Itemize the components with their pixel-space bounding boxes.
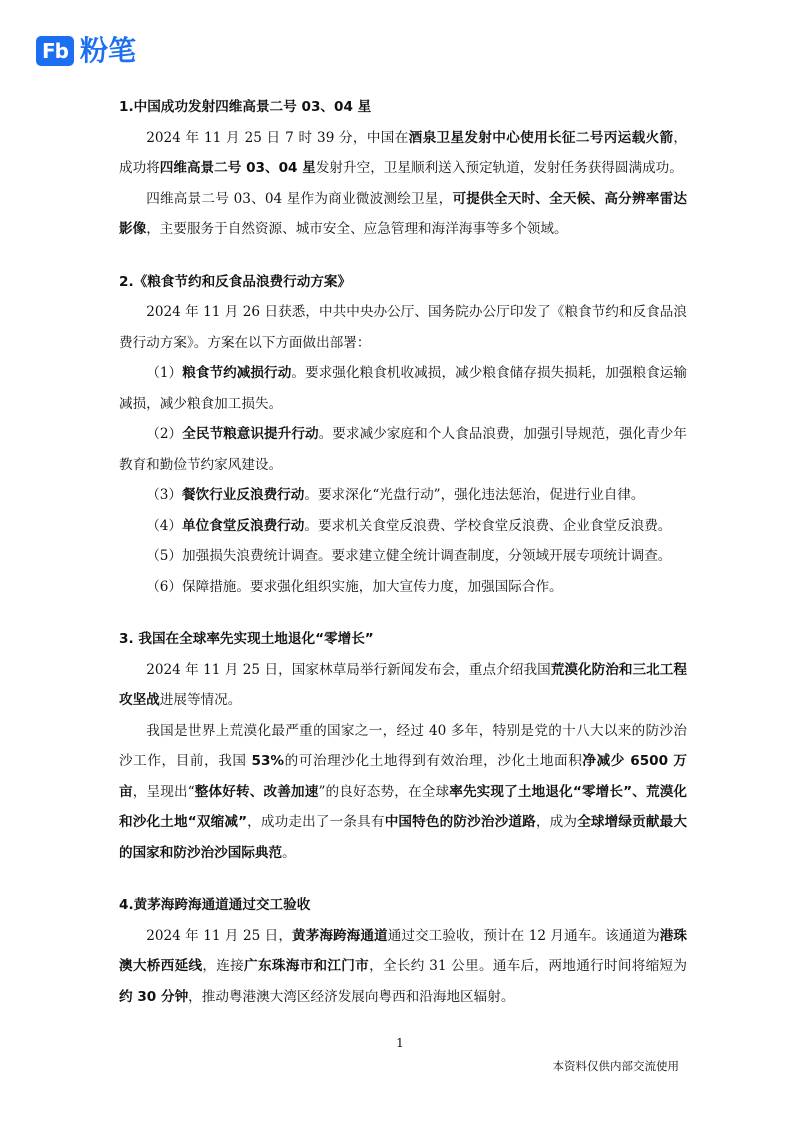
text-run: 。要求机关食堂反浪费、学校食堂反浪费、企业食堂反浪费。 [304, 517, 672, 534]
bold-text: 全球增绿贡献最大的国家和防沙治沙国际典范 [119, 814, 688, 861]
bold-text: 黄茅海跨海通道 [292, 927, 388, 944]
section-title: 4.黄茅海跨海通道通过交工验收 [119, 897, 311, 913]
brand-name: 粉笔 [80, 34, 137, 67]
text-run: （5）加强损失浪费统计调查。要求建立健全统计调查制度，分领域开展专项统计调查。 [146, 548, 672, 564]
paragraph [119, 358, 687, 419]
bold-text: 单位食堂反浪费行动 [182, 517, 305, 534]
text-run: 的可治理沙化土地得到有效治理，沙化土地面积 [284, 753, 583, 769]
paragraph [119, 419, 687, 480]
paragraph [119, 541, 687, 572]
text-run: 我国是世界上荒漠化最严重的国家之一，经过 40 多年，特别是党的十八大以来的防沙治沙工作，目前，我国 [119, 722, 687, 769]
paragraph [119, 921, 687, 1013]
text-run: 。要求减少家庭和个人食品浪费，加强引导规范，强化青少年教育和勤俭节约家风建设。 [119, 426, 688, 473]
bold-text: 整体好转、改善加速 [194, 783, 319, 800]
news-section [119, 890, 687, 1012]
document-body [119, 92, 687, 1034]
fenbi-logo-icon: Fb [36, 36, 74, 66]
paragraph [119, 480, 687, 511]
section-title: 2.《粮食节约和反食品浪费行动方案》 [119, 273, 352, 290]
news-section [119, 624, 687, 868]
paragraph [119, 184, 687, 245]
text-run: ，推动粤港澳大湾区经济发展向粤西和沿海地区辐射。 [188, 988, 515, 1005]
section-title: 1.中国成功发射四维高景二号 03、04 星 [119, 99, 372, 115]
text-run: ，主要服务于自然资源、城市安全、应急管理和海洋海事等多个领域。 [146, 221, 568, 237]
paragraph [119, 572, 687, 603]
paragraph [119, 511, 687, 542]
text-run: （1） [146, 365, 183, 381]
bold-text: 率先实现了土地退化“零增长”、荒漠化和沙化土地“双缩减” [119, 783, 688, 830]
bold-text: 粮食节约减损行动 [182, 365, 292, 381]
bold-text: 约 30 分钟 [119, 988, 189, 1005]
footer-note: 本资料仅供内部交流使用 [552, 1059, 679, 1073]
text-run: ，呈现出“ [132, 783, 195, 800]
text-run: 2024 年 11 月 25 日，国家林草局举行新闻发布会，重点介绍我国 [146, 661, 551, 678]
bold-text: 全民节粮意识提升行动 [182, 426, 319, 442]
section-title: 3. 我国在全球率先实现土地退化“零增长” [119, 631, 374, 647]
bold-text: 53% [251, 753, 285, 769]
text-run: 通过交工验收，预计在 12 月通车。该通道为 [387, 927, 660, 944]
text-run: （4） [146, 517, 183, 534]
text-run: 四维高景二号 03、04 星作为商业微波测绘卫星， [146, 190, 453, 207]
paragraph [119, 716, 687, 869]
text-run: 。 [282, 844, 296, 861]
paragraph [119, 655, 687, 716]
text-run: 发射升空，卫星顺利送入预定轨道，发射任务获得圆满成功。 [315, 160, 683, 176]
bold-text: 中国特色的防沙治沙道路 [384, 814, 536, 830]
text-run: ，成功将 [119, 129, 687, 176]
page-number: 1 [396, 1036, 404, 1050]
text-run: 2024 年 11 月 26 日获悉，中共中央办公厅、国务院办公厅印发了《粮食节约和反食品浪费行动方案》。方案在以下方面做出部署： [119, 304, 687, 351]
text-run: ，成功走出了一条具有 [247, 814, 385, 830]
text-run: ，成为 [535, 814, 578, 830]
news-section [119, 92, 687, 245]
bold-text: 餐饮行业反浪费行动 [182, 487, 305, 503]
text-run: ，连接 [202, 958, 245, 974]
paragraph [119, 123, 687, 184]
bold-text: 酒泉卫星发射中心使用长征二号丙运载火箭 [408, 129, 674, 146]
paragraph [119, 297, 687, 358]
news-section [119, 267, 687, 603]
text-run: 2024 年 11 月 25 日， [146, 927, 293, 944]
bold-text: 广东珠海市和江门市 [244, 958, 370, 974]
text-run: ，全长约 31 公里。通车后，两地通行时间将缩短为 [369, 958, 688, 974]
bold-text: 净减少 6500 万亩 [119, 753, 687, 800]
text-run: （2） [146, 426, 183, 442]
bold-text: 荒漠化防治和三北工程攻坚战 [119, 661, 688, 708]
bold-text: 四维高景二号 03、04 星 [159, 160, 316, 176]
bold-text: 港珠澳大桥西延线 [119, 927, 688, 974]
text-run: （6）保障措施。要求强化组织实施，加大宣传力度，加强国际合作。 [146, 578, 563, 595]
text-run: 进展等情况。 [159, 692, 242, 708]
brand-logo [36, 36, 136, 66]
text-run: 。要求深化“光盘行动”，强化违法惩治，促进行业自律。 [304, 487, 645, 503]
text-run: （3） [146, 487, 183, 503]
text-run: 。要求强化粮食机收减损，减少粮食储存损失损耗，加强粮食运输减损，减少粮食加工损失。 [119, 365, 688, 412]
bold-text: 可提供全天时、全天候、高分辨率雷达影像 [119, 190, 687, 237]
text-run: 2024 年 11 月 25 日 7 时 39 分，中国在 [146, 129, 409, 146]
text-run: ”的良好态势，在全球 [318, 783, 450, 800]
